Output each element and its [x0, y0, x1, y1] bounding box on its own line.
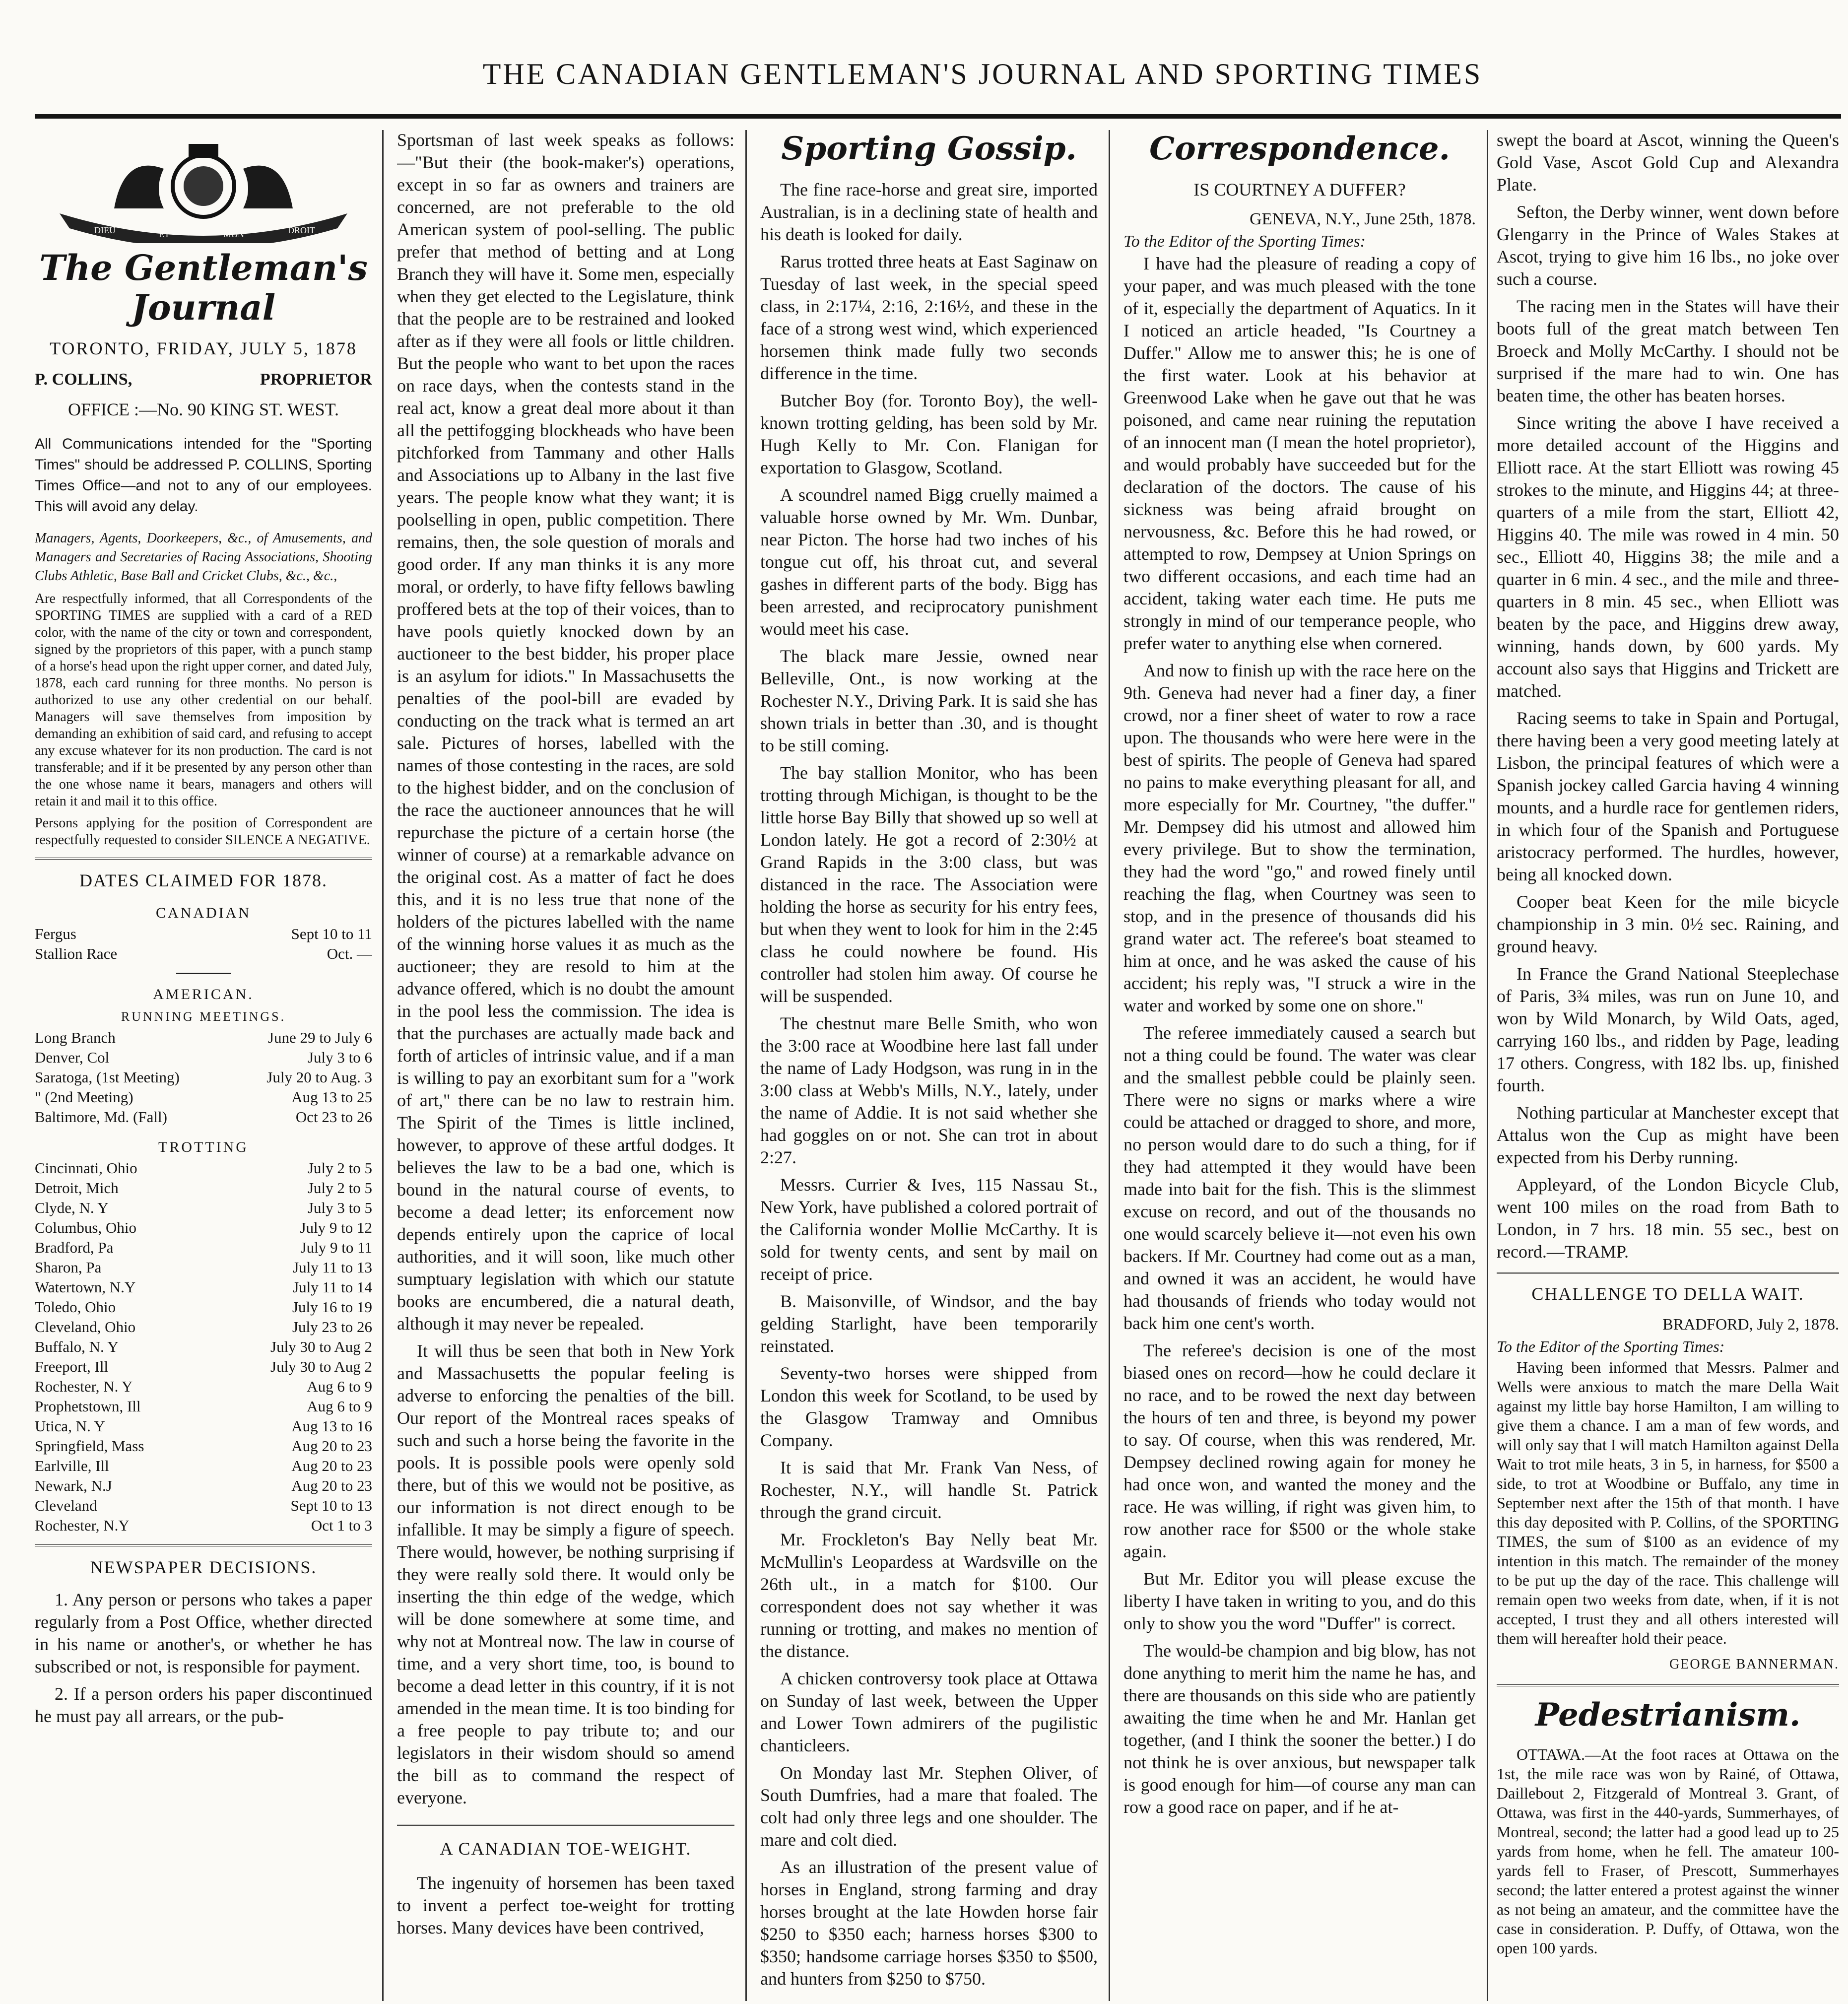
dateline: TORONTO, FRIDAY, JULY 5, 1878	[50, 338, 357, 358]
applicant-notice: Persons applying for the position of Correspondent are respectfully requested to consider SILENCE A NEGATIVE.	[35, 815, 372, 848]
challenge-signature: GEORGE BANNERMAN.	[1669, 1657, 1839, 1672]
gossip-item: On Monday last Mr. Stephen Oliver, of South Dumfries, had a mare that foaled. The colt had only three legs and one shoulder. The mare and colt died.	[760, 1763, 1098, 1850]
date-row	[35, 1238, 372, 1258]
toe-weight-title: A CANADIAN TOE-WEIGHT.	[440, 1839, 692, 1859]
letter-dateline: GENEVA, N.Y., June 25th, 1878.	[1250, 210, 1476, 228]
date-place: Rochester, N.Y	[35, 1517, 130, 1534]
date-place: Stallion Race	[35, 945, 118, 962]
letter-paragraph: The referee's decision is one of the most biased ones on record—how he could declare it no race, and to be rowed the next day between the hours of ten and three, is beyond my power to say. Of course, when this was rendered, Mr. Dempsey declined rowing again for money he had once won, and wanted the money and the race. He was willing, if right was given him, to row another race for $500 or the whole stake again.	[1123, 1340, 1476, 1561]
date-row	[35, 1068, 372, 1087]
date-range: July 11 to 14	[293, 1278, 372, 1296]
date-row	[35, 1337, 372, 1357]
pedestrianism-text: OTTAWA.—At the foot races at Ottawa on the 1st, the mile race was won by Rainé, of Ottawa, Daillebout 2, Fitzgerald of Montreal 3. Grant, of Ottawa, was first in the 440-yards, Summerhayes, of Montreal, second; the latter had a good lead up to 25 yards from home, when he fell. The amateur 100-yards fell to Fraser, of Prescott, Summerhayes second; the latter entered a protest against the winner as not being an amateur, and the committee have the case in consideration. P. Duffy, of Ottawa, won the open 100 yards.	[1497, 1745, 1839, 1957]
date-row	[35, 1198, 372, 1218]
gossip-item: The fine race-horse and great sire, imported Australian, is in a declining state of health and his death is looked for daily.	[760, 180, 1098, 244]
column-rule	[745, 130, 747, 2001]
date-place: Freeport, Ill	[35, 1358, 109, 1375]
divider	[176, 973, 231, 974]
date-row	[35, 1277, 372, 1297]
date-range: July 9 to 11	[300, 1239, 372, 1256]
date-place: Baltimore, Md. (Fall)	[35, 1108, 167, 1126]
letter-salutation: To the Editor of the Sporting Times:	[1123, 232, 1366, 251]
date-range: July 3 to 6	[307, 1049, 372, 1066]
date-place: Earlville, Ill	[35, 1457, 109, 1474]
date-range: July 23 to 26	[292, 1318, 372, 1336]
column-3	[760, 129, 1098, 1995]
column-rule	[382, 130, 384, 2001]
motto-word: DROIT	[288, 225, 315, 235]
date-row	[35, 1377, 372, 1397]
date-range: July 30 to Aug 2	[270, 1338, 372, 1355]
pedestrianism-heading: Pedestrianism.	[1535, 1696, 1801, 1734]
article-paragraph: It will thus be seen that both in New York and Massachusetts the popular feeling is adverse to enforcing the penalties of the bill. Our report of the Montreal races speaks of such and such a horse being the favorite in the pools. It is possible pools were openly sold there, but of this we would not be positive, as our information is not direct enough to be infallible. It may be simply a figure of speech. There would, however, be nothing surprising if they were really sold there. It would only be inserting the thin edge of the wedge, which will be done somewhere at some time, and why not at Montreal now. The law in course of time, and a very short time, too, is bound to become a dead letter in this country, if it is not amended in the mean time. It is too binding for a free people to pay tribute to; and our legislators in their wisdom should so amend the bill as to command the respect of everyone.	[397, 1341, 734, 1807]
gossip-item: A scoundrel named Bigg cruelly maimed a valuable horse owned by Mr. Wm. Dunbar, near Picton. The horse had two inches of his tongue cut off, his throat cut, and several gashes in different parts of the body. Bigg has been arrested, and reciprocatory punishment would meet his case.	[760, 485, 1098, 639]
gossip-item: Seventy-two horses were shipped from London this week for Scotland, to be used by the Glasgow Tramway and Omnibus Company.	[760, 1363, 1098, 1450]
gossip-item: A chicken controversy took place at Ottawa on Sunday of last week, between the Upper and Lower Town admirers of the pugilistic chanticleers.	[760, 1669, 1098, 1755]
trotting-dates-list	[35, 1158, 372, 1536]
challenge-salutation: To the Editor of the Sporting Times:	[1497, 1337, 1725, 1355]
date-row	[35, 1496, 372, 1516]
column-paragraph: In France the Grand National Steeplechase of Paris, 3¾ miles, was run on June 10, and won by Wild Monarch, by Wild Oats, aged, carrying 160 lbs., and ridden by Page, leading 17 others. Congress, with 182 lbs. up, finished fourth.	[1497, 964, 1839, 1095]
date-row	[35, 1357, 372, 1377]
masthead: THE CANADIAN GENTLEMAN'S JOURNAL AND SPORTING TIMES	[482, 58, 1483, 90]
date-place: " (2nd Meeting)	[35, 1088, 133, 1106]
date-range: Aug 20 to 23	[291, 1457, 372, 1474]
date-row	[35, 1317, 372, 1337]
decision-1: 1. Any person or persons who takes a paper regularly from a Post Office, whether directed in his name or another's, or whether he has subscribed or not, is responsible for payment.	[35, 1590, 372, 1676]
date-range: Oct. —	[327, 945, 372, 962]
letter-title: IS COURTNEY A DUFFER?	[1193, 180, 1406, 200]
date-range: July 11 to 13	[293, 1259, 372, 1276]
decisions-title: NEWSPAPER DECISIONS.	[90, 1557, 317, 1577]
correspondence-heading: Correspondence.	[1149, 130, 1450, 167]
date-place: Cincinnati, Ohio	[35, 1159, 137, 1177]
date-range: July 9 to 12	[300, 1219, 372, 1236]
date-range: July 16 to 19	[292, 1298, 372, 1316]
date-place: Saratoga, (1st Meeting)	[35, 1069, 180, 1086]
office-address: OFFICE :—No. 90 KING ST. WEST.	[67, 400, 339, 419]
date-range: Sept 10 to 13	[290, 1497, 372, 1514]
date-row	[35, 1107, 372, 1127]
date-row	[35, 1218, 372, 1238]
date-place: Denver, Col	[35, 1049, 110, 1066]
decision-2: 2. If a person orders his paper discontinued he must pay all arrears, or the pub-	[35, 1684, 372, 1726]
letter-paragraph: I have had the pleasure of reading a copy of your paper, and was much pleased with the tone of it, especially the department of Aquatics. In it I noticed an article headed, "Is Courtney a Duffer." Allow me to answer this; he is one of the first water. Look at his behavior at Greenwood Lake when he gave out that he was poisoned, and came near ruining the reputation of an innocent man (I mean the hotel proprietor), and would probably have succeeded but for the declaration of the doctors. The cause of his sickness was being afraid brought on nervousness, &c. Before this he had rowed, or attempted to row, Dempsey at Union Springs on two different occasions, and each time had an accident, taking water each time. He puts me strongly in mind of our temperance people, who prefer water to anything else when cornered.	[1123, 254, 1476, 653]
date-row	[35, 1297, 372, 1317]
column-paragraph: Racing seems to take in Spain and Portugal, there having been a very good meeting lately at Lisbon, the principal features of which were a Spanish jockey called Garcia having 4 winning mounts, and a hurdle race for gentlemen riders, in which four of the Spanish and Portuguese aristocracy performed. The hurdles, however, being all knocked down.	[1497, 708, 1839, 884]
date-place: Rochester, N. Y	[35, 1378, 133, 1395]
gossip-item: Mr. Frockleton's Bay Nelly beat Mr. McMullin's Leopardess at Wardsville on the 26th ult., in a match for $100. Our correspondent does not say whether it was running or trotting, and makes no mention of the distance.	[760, 1530, 1098, 1661]
gossip-item: It is said that Mr. Frank Van Ness, of Rochester, N.Y., will handle St. Patrick through the grand circuit.	[760, 1458, 1098, 1522]
gossip-item: The black mare Jessie, owned near Belleville, Ont., is now working at the Rochester N.Y., Driving Park. It is said she has shown trials in better than .30, and is thought to be still coming.	[760, 646, 1098, 755]
divider	[35, 858, 372, 860]
letter-paragraph: And now to finish up with the race here on the 9th. Geneva had never had a finer day, a finer crowd, nor a finer sheet of water to row a race upon. The thousands who were here were in the best of spirits. The people of Geneva had spared no pains to make everything pleasant for all, and more especially for Mr. Courtney, "the duffer." Mr. Dempsey did his utmost and allowed him every privilege. But to show the termination, they had the word "go," and rowed finely until reaching the flag, when Courtney was seen to stop, and in the presence of thousands did his grand water act. The referee's boat steamed to him at once, and he was asked the cause of his accident; his reply was, "I struck a wire in the water and worked by some one on shore."	[1123, 661, 1476, 1015]
date-row	[35, 1397, 372, 1416]
date-row	[35, 1087, 372, 1107]
date-place: Toledo, Ohio	[35, 1298, 116, 1316]
dates-title: DATES CLAIMED FOR 1878.	[79, 870, 328, 890]
royal-arms-emblem	[40, 134, 367, 243]
date-place: Watertown, N.Y	[35, 1278, 136, 1296]
date-range: Sept 10 to 11	[291, 925, 372, 942]
date-place: Utica, N. Y	[35, 1417, 105, 1435]
communications-notice: All Communications intended for the "Sporting Times" should be addressed P. COLLINS, Sporting Times Office—and not to any of our employees. This will avoid any delay.	[35, 436, 372, 515]
canadian-label: CANADIAN	[156, 905, 251, 921]
divider	[1497, 1272, 1839, 1274]
nameplate: The Gentleman's Journal	[39, 247, 368, 328]
date-range: July 2 to 5	[307, 1159, 372, 1177]
correspondent-notice: Are respectfully informed, that all Correspondents of the SPORTING TIMES are supplied with a card of a RED color, with the name of the city or town and correspondent, signed by the proprietors of this paper, with a punch stamp of a horse's head upon the right upper corner, and dated July, 1878, each card running for three months. No person is authorized to use any other credential on our behalf. Managers will save themselves from imposition by demanding an exhibition of said card, and refusing to accept any excuse whatever for its non production. The card is not transferable; and if it be presented by any person other than the one whose name it bears, managers and others will retain it and mail it to this office.	[35, 591, 372, 809]
letter-paragraph: But Mr. Editor you will please excuse the liberty I have taken in writing to you, and do this only to show you the word "Duffer" is correct.	[1123, 1569, 1476, 1633]
column-4	[1123, 129, 1476, 1995]
gossip-item: Rarus trotted three heats at East Saginaw on Tuesday of last week, in the special speed class, in 2:17¼, 2:16, 2:16½, and these in the face of a strong west wind, which experienced horsemen think made fully two seconds difference in the time.	[760, 252, 1098, 383]
date-place: Newark, N.J	[35, 1477, 112, 1494]
date-row	[35, 1416, 372, 1436]
column-paragraph: Since writing the above I have received a more detailed account of the Higgins and Elliott race. At the start Elliott was rowing 45 strokes to the minute, and Higgins 44; at three-quarters of a mile from the start, Elliott 42, Higgins 40. The mile was rowed in 4 min. 50 sec., Elliott 40, Higgins 38; the mile and a quarter in 6 min. 4 sec., and the mile and three-quarters in 8 min. 45 sec., when Elliott was beaten by the pace, and Higgins drew away, winning, hands down, by 600 yards. My account also says that Higgins and Trickett are matched.	[1497, 413, 1839, 701]
trotting-label: TROTTING	[158, 1139, 249, 1155]
column-rule	[1109, 130, 1110, 2001]
date-range: Aug 13 to 25	[291, 1088, 372, 1106]
divider	[1497, 1684, 1839, 1686]
date-row	[35, 1476, 372, 1496]
column-paragraph: swept the board at Ascot, winning the Queen's Gold Vase, Ascot Gold Cup and Alexandra Plate.	[1497, 130, 1839, 195]
gossip-items	[760, 179, 1098, 1990]
managers-notice: Managers, Agents, Doorkeepers, &c., of Amusements, and Managers and Secretaries of Racing Associations, Shooting Clubs Athletic, Base Ball and Cricket Clubs, &c., &c.,	[35, 531, 372, 584]
proprietor-line	[35, 370, 372, 390]
date-row	[35, 1028, 372, 1048]
date-place: Columbus, Ohio	[35, 1219, 136, 1236]
american-label: AMERICAN.	[153, 986, 254, 1002]
gossip-item: As an illustration of the present value of horses in England, strong farming and dray horses brought at the late Howden horse fair $250 to $350 each; harness horses $300 to $350; handsome carriage horses $350 to $500, and hunters from $250 to $750.	[760, 1857, 1098, 1989]
date-range: Oct 23 to 26	[295, 1108, 372, 1126]
date-place: Prophetstown, Ill	[35, 1398, 141, 1415]
running-dates-list	[35, 1028, 372, 1127]
column-2	[397, 129, 734, 1995]
challenge-text: Having been informed that Messrs. Palmer and Wells were anxious to match the mare Della Wait against my little bay horse Hamilton, I am willing to give them a chance. I am a man of few words, and will only say that I will match Hamilton against Della Wait to trot mile heats, 3 in 5, in harness, for $500 a side, to trot at Woodbine or Buffalo, any time in September next after the 15th of that month. I have this day deposited with P. Collins, of the SPORTING TIMES, the sum of $100 as an evidence of my intention in this match. The remainder of the money to be put up the day of the race. This challenge will remain open two weeks from date, when, if it is not accepted, I trust they and all others interested will them will hereafter hold their peace.	[1497, 1358, 1839, 1647]
date-row	[35, 1048, 372, 1068]
date-row	[35, 1178, 372, 1198]
proprietor-name: P. COLLINS,	[35, 370, 132, 389]
date-row	[35, 1258, 372, 1277]
letter-paragraph: The referee immediately caused a search but not a thing could be found. The water was clear and the smallest pebble could be plainly seen. There were no signs or marks where a wire could be attached or dragged to shore, and more, no person would dare to do such a thing, for if they had attempted it they would have been made into bait for the fish. This is the slimmest excuse on record, and out of the thousands no one would scarcely believe it—not even his own backers. If Mr. Courtney had come out as a man, and owned it was an accident, he would have had thousands of friends who today would not back him one cent's worth.	[1123, 1023, 1476, 1333]
date-row	[35, 1516, 372, 1536]
canadian-dates-list	[35, 924, 372, 964]
column-rule	[1487, 130, 1488, 2001]
gossip-item: The bay stallion Monitor, who has been trotting through Michigan, is thought to be the little horse Bay Billy that showed up so well at London lately. He got a record of 2:30½ at Grand Rapids in the 3:00 class, but was distanced in the race. The Association were holding the horse as security for his entry fees, but when they went to look for him in the 2:45 class he could nowhere be found. His controller had stolen him away. Of course he will be suspended.	[760, 763, 1098, 1006]
date-range: July 20 to Aug. 3	[266, 1069, 372, 1086]
date-place: Cleveland	[35, 1497, 97, 1514]
date-place: Clyde, N. Y	[35, 1199, 109, 1216]
date-row	[35, 1436, 372, 1456]
gossip-item: Messrs. Currier & Ives, 115 Nassau St., New York, have published a colored portrait of the California wonder Mollie McCarthy. It is sold for twenty cents, and sent by mail on receipt of price.	[760, 1175, 1098, 1284]
gossip-item: The chestnut mare Belle Smith, who won the 3:00 race at Woodbine here last fall under the name of Lady Hodgson, was rung in in the 3:00 class at Webb's Mills, N.Y., lately, under the name of Addie. It is not said whether she had goggles on or not. She can trot in about 2:27.	[760, 1013, 1098, 1167]
date-place: Springfield, Mass	[35, 1437, 144, 1455]
date-range: Aug 20 to 23	[291, 1437, 372, 1455]
date-row	[35, 1456, 372, 1476]
date-row	[35, 944, 372, 964]
column-paragraph: Nothing particular at Manchester except that Attalus won the Cup as might have been expected from his Derby running.	[1497, 1103, 1839, 1167]
date-range: July 3 to 5	[307, 1199, 372, 1216]
date-range: July 2 to 5	[307, 1179, 372, 1197]
date-place: Bradford, Pa	[35, 1239, 114, 1256]
column-1	[35, 129, 372, 1995]
article-paragraph: Sportsman of last week speaks as follows:—"But their (the book-maker's) operations, except in so far as owners and trainers are concerned, are not preferable to the old American system of pool-selling. The public prefer that method of betting and at Long Branch they will have it. Some men, especially when they get elected to the Legislature, think that the people are to be restrained and looked after as if they were all fools or little children. But the people who want to bet upon the races on race days, when the contests stand in the real act, know a great deal more about it than all the pettifogging blockheads who have been pitchforked from Tammany and other Halls and Associations up to Albany in the last five years. The people know what they want; it is poolselling in open, public competition. There remains, then, the sole question of morals and good order. If any man thinks it is any more moral, or orderly, to have fifty fellows bawling proffered bets at the top of their voices, than to have pools quietly knocked down by an auctioneer to the best bidder, his proper place is an asylum for idiots." In Massachusetts the penalties of the pool-bill are evaded by conducting on the track what is termed an art sale. Pictures of horses, labelled with the names of those contesting in the races, are sold to the highest bidder, and on the conclusion of the race the auctioneer announces that he will repurchase the picture of a certain horse (the winner of course) at a remarkable advance on the original cost. As a matter of fact he does this, and it is no less true that none of the holders of the pictures labelled with the name of the winning horse values it as much as the auctioneer; they are resold to him at the advance offered, which is no doubt the amount in the pool less the commission. The idea is that the purchases are actually made back and forth of articles of intrinsic value, and if a man is willing to pay an exorbitant sum for a "work of art," there can be no law to restrain him. The Spirit of the Times is little inclined, however, to approve of these artful dodges. It believes the law to be a bad one, which is bound in the natural course of events, to become a dead letter; its enforcement now depends entirely upon the caprice of local authorities, and it will soon, like much other sumptuary legislation with which our statute books are encumbered, die a natural death, although it may never be repealed.	[397, 130, 734, 1334]
date-place: Long Branch	[35, 1029, 116, 1046]
proprietor-title: PROPRIETOR	[260, 370, 372, 389]
gossip-item: B. Maisonville, of Windsor, and the bay gelding Starlight, have been temporarily reinstated.	[760, 1291, 1098, 1356]
challenge-dateline: BRADFORD, July 2, 1878.	[1662, 1315, 1839, 1333]
date-place: Fergus	[35, 925, 76, 942]
masthead-rule	[35, 114, 1841, 119]
sporting-gossip-heading: Sporting Gossip.	[781, 130, 1077, 167]
letter-paragraph: The would-be champion and big blow, has not done anything to merit him the name he has, and there are thousands on this side who are patiently awaiting the time when he and Mr. Hanlan get together, (and I think the sooner the better.) I do not think he is over anxious, but newspaper talk is good enough for him—of course any man can row a good race on paper, and if he at-	[1123, 1641, 1476, 1817]
date-place: Sharon, Pa	[35, 1259, 102, 1276]
date-row	[35, 924, 372, 944]
date-place: Buffalo, N. Y	[35, 1338, 119, 1355]
date-place: Cleveland, Ohio	[35, 1318, 136, 1336]
column-5	[1497, 129, 1839, 1995]
article-paragraph: The ingenuity of horsemen has been taxed to invent a perfect toe-weight for trotting horses. Many devices have been contrived,	[397, 1873, 734, 1937]
gossip-item: Butcher Boy (for. Toronto Boy), the well-known trotting gelding, has been sold by Mr. Hugh Kelly to Mr. Con. Flanigan for exportation to Glasgow, Scotland.	[760, 391, 1098, 477]
date-row	[35, 1158, 372, 1178]
motto-word: MON	[223, 229, 245, 239]
date-range: July 30 to Aug 2	[270, 1358, 372, 1375]
motto-word: DIEU	[94, 225, 116, 235]
divider	[397, 1824, 734, 1826]
date-range: Aug 13 to 16	[291, 1417, 372, 1435]
column-paragraph: Cooper beat Keen for the mile bicycle championship in 3 min. 0½ sec. Raining, and ground heavy.	[1497, 892, 1839, 956]
column-paragraph: The racing men in the States will have their boots full of the great match between Ten Broeck and Molly McCarthy. I should not be surprised if the mare had to win. One has beaten time, the other has beaten horses.	[1497, 296, 1839, 405]
column-paragraph: Sefton, the Derby winner, went down before Glengarry in the Prince of Wales Stakes at Ascot, trying to give him 16 lbs., no joke over such a course.	[1497, 202, 1839, 289]
date-range: Aug 20 to 23	[291, 1477, 372, 1494]
divider	[35, 1544, 372, 1546]
column-paragraph: Appleyard, of the London Bicycle Club, went 100 miles on the road from Bath to London, in 7 hrs. 18 min. 55 sec., best on record.—TRAMP.	[1497, 1175, 1839, 1262]
date-range: Aug 6 to 9	[307, 1378, 372, 1395]
date-range: Aug 6 to 9	[307, 1398, 372, 1415]
motto-word: ET	[159, 229, 170, 239]
challenge-title: CHALLENGE TO DELLA WAIT.	[1531, 1284, 1804, 1304]
date-range: June 29 to July 6	[267, 1029, 372, 1046]
newspaper-page	[35, 0, 1841, 2004]
date-range: Oct 1 to 3	[311, 1517, 372, 1534]
date-place: Detroit, Mich	[35, 1179, 119, 1197]
running-label: RUNNING MEETINGS.	[121, 1009, 286, 1024]
